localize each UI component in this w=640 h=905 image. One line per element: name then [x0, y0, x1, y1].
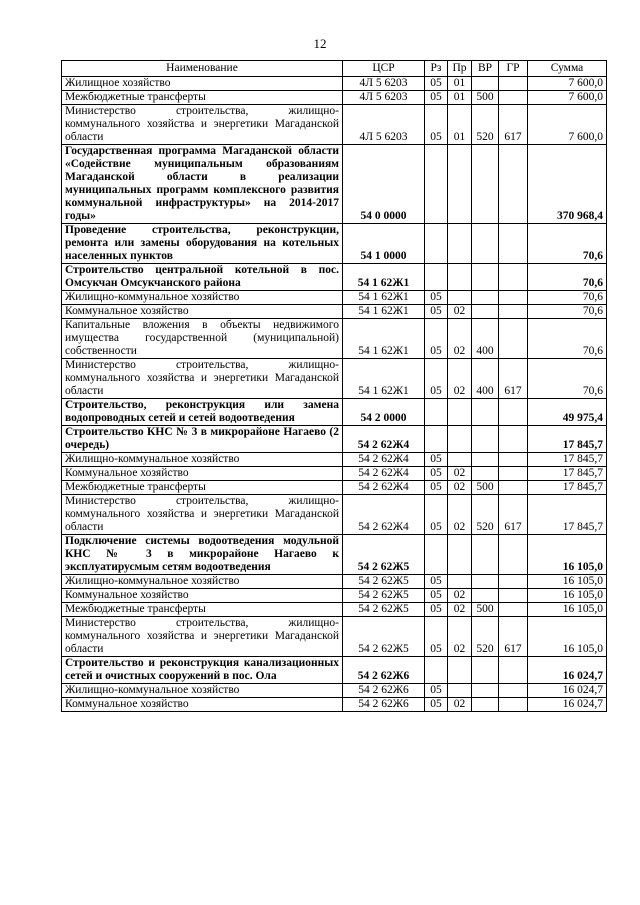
cell-csr: 54 1 62Ж1 [343, 359, 425, 399]
cell-csr: 54 2 62Ж4 [343, 426, 425, 453]
cell-gr [499, 77, 528, 91]
cell-name: Межбюджетные трансферты [62, 91, 343, 105]
cell-vr [472, 77, 499, 91]
cell-sum: 7 600,0 [528, 105, 607, 145]
cell-gr [499, 575, 528, 589]
cell-vr: 500 [472, 91, 499, 105]
cell-csr: 54 2 62Ж6 [343, 684, 425, 698]
cell-name: Коммунальное хозяйство [62, 698, 343, 712]
cell-rz: 05 [425, 589, 448, 603]
cell-sum: 70,6 [528, 305, 607, 319]
cell-vr [472, 467, 499, 481]
cell-rz: 05 [425, 91, 448, 105]
cell-vr [472, 426, 499, 453]
cell-gr [499, 399, 528, 426]
cell-name: Строительство и реконструкция канализационных сетей и очистных сооружений в пос. Ола [62, 657, 343, 684]
table-row [62, 105, 607, 145]
table-row [62, 495, 607, 535]
cell-pr: 02 [448, 319, 472, 359]
cell-sum: 17 845,7 [528, 481, 607, 495]
cell-name: Строительство КНС № 3 в микрорайоне Нагаево (2 очередь) [62, 426, 343, 453]
cell-sum: 70,6 [528, 224, 607, 264]
cell-vr: 500 [472, 603, 499, 617]
cell-rz [425, 399, 448, 426]
cell-pr [448, 453, 472, 467]
cell-vr [472, 399, 499, 426]
cell-sum: 16 105,0 [528, 575, 607, 589]
cell-name: Жилищно-коммунальное хозяйство [62, 453, 343, 467]
cell-vr [472, 305, 499, 319]
cell-pr: 02 [448, 698, 472, 712]
header-csr: ЦСР [343, 61, 425, 77]
table-row-program [62, 657, 607, 684]
cell-gr: 617 [499, 617, 528, 657]
cell-name: Жилищно-коммунальное хозяйство [62, 684, 343, 698]
cell-gr [499, 453, 528, 467]
table-row [62, 319, 607, 359]
table-row-program [62, 224, 607, 264]
cell-sum: 16 024,7 [528, 657, 607, 684]
cell-pr [448, 426, 472, 453]
cell-csr: 4Л 5 6203 [343, 105, 425, 145]
cell-vr [472, 224, 499, 264]
cell-csr: 54 1 62Ж1 [343, 264, 425, 291]
cell-sum: 70,6 [528, 264, 607, 291]
cell-gr [499, 481, 528, 495]
cell-pr: 02 [448, 617, 472, 657]
cell-pr: 02 [448, 603, 472, 617]
cell-vr [472, 698, 499, 712]
cell-gr [499, 698, 528, 712]
cell-rz: 05 [425, 319, 448, 359]
cell-sum: 17 845,7 [528, 495, 607, 535]
cell-rz [425, 224, 448, 264]
cell-name: Строительство, реконструкция или замена водопроводных сетей и сетей водоотведения [62, 399, 343, 426]
cell-rz: 05 [425, 575, 448, 589]
cell-csr: 4Л 5 6203 [343, 91, 425, 105]
cell-vr: 520 [472, 617, 499, 657]
table-row [62, 467, 607, 481]
cell-csr: 54 2 62Ж4 [343, 453, 425, 467]
table-header [62, 61, 607, 77]
table-row [62, 617, 607, 657]
cell-pr: 02 [448, 589, 472, 603]
cell-vr [472, 657, 499, 684]
cell-vr [472, 291, 499, 305]
cell-sum: 370 968,4 [528, 145, 607, 224]
cell-gr [499, 291, 528, 305]
cell-vr: 520 [472, 495, 499, 535]
cell-sum: 17 845,7 [528, 453, 607, 467]
cell-rz: 05 [425, 105, 448, 145]
cell-sum: 70,6 [528, 319, 607, 359]
cell-vr: 520 [472, 105, 499, 145]
cell-vr [472, 264, 499, 291]
cell-pr: 01 [448, 105, 472, 145]
cell-pr [448, 657, 472, 684]
cell-rz: 05 [425, 698, 448, 712]
cell-csr: 54 1 62Ж1 [343, 319, 425, 359]
page-number: 12 [313, 36, 327, 51]
cell-rz: 05 [425, 481, 448, 495]
cell-pr: 02 [448, 467, 472, 481]
cell-pr [448, 224, 472, 264]
table-row [62, 77, 607, 91]
cell-name: Межбюджетные трансферты [62, 481, 343, 495]
header-name: Наименование [62, 61, 343, 77]
cell-gr [499, 603, 528, 617]
cell-pr: 02 [448, 305, 472, 319]
table-body [62, 77, 607, 712]
cell-csr: 54 2 62Ж4 [343, 481, 425, 495]
cell-pr [448, 264, 472, 291]
cell-name: Коммунальное хозяйство [62, 589, 343, 603]
cell-gr: 617 [499, 105, 528, 145]
cell-gr [499, 589, 528, 603]
cell-sum: 16 105,0 [528, 617, 607, 657]
cell-gr: 617 [499, 495, 528, 535]
cell-rz [425, 535, 448, 575]
cell-pr [448, 291, 472, 305]
cell-csr: 54 1 62Ж1 [343, 291, 425, 305]
cell-gr [499, 535, 528, 575]
table-row [62, 359, 607, 399]
cell-name: Министерство строительства, жилищно-коммунального хозяйства и энергетики Магаданской области [62, 359, 343, 399]
cell-name: Строительство центральной котельной в пос. Омсукчан Омсукчанского района [62, 264, 343, 291]
cell-csr: 54 2 62Ж5 [343, 589, 425, 603]
cell-name: Жилищное хозяйство [62, 77, 343, 91]
header-rz: Рз [425, 61, 448, 77]
table-row [62, 305, 607, 319]
table-row-program [62, 535, 607, 575]
cell-pr: 01 [448, 77, 472, 91]
cell-sum: 7 600,0 [528, 91, 607, 105]
cell-rz [425, 657, 448, 684]
cell-sum: 7 600,0 [528, 77, 607, 91]
cell-sum: 17 845,7 [528, 426, 607, 453]
cell-name: Министерство строительства, жилищно-коммунального хозяйства и энергетики Магаданской области [62, 105, 343, 145]
table-row [62, 603, 607, 617]
cell-sum: 49 975,4 [528, 399, 607, 426]
cell-csr: 54 2 62Ж5 [343, 617, 425, 657]
cell-vr: 500 [472, 481, 499, 495]
table-row-program [62, 264, 607, 291]
table-row [62, 589, 607, 603]
cell-rz [425, 264, 448, 291]
cell-rz: 05 [425, 495, 448, 535]
cell-vr: 400 [472, 359, 499, 399]
cell-csr: 54 2 62Ж5 [343, 535, 425, 575]
cell-pr: 02 [448, 359, 472, 399]
cell-sum: 17 845,7 [528, 467, 607, 481]
cell-name: Коммунальное хозяйство [62, 305, 343, 319]
cell-name: Жилищно-коммунальное хозяйство [62, 575, 343, 589]
cell-pr [448, 684, 472, 698]
table-row-program [62, 426, 607, 453]
budget-table [61, 60, 607, 712]
table-row [62, 684, 607, 698]
cell-sum: 16 105,0 [528, 535, 607, 575]
cell-pr [448, 535, 472, 575]
header-pr: Пр [448, 61, 472, 77]
cell-gr [499, 224, 528, 264]
cell-pr: 01 [448, 91, 472, 105]
table-row [62, 698, 607, 712]
cell-csr: 54 2 62Ж6 [343, 698, 425, 712]
header-row [62, 61, 607, 77]
cell-rz: 05 [425, 603, 448, 617]
table-row-program [62, 145, 607, 224]
cell-name: Коммунальное хозяйство [62, 467, 343, 481]
cell-pr: 02 [448, 495, 472, 535]
table-row [62, 481, 607, 495]
cell-vr [472, 575, 499, 589]
cell-pr [448, 145, 472, 224]
table-row [62, 91, 607, 105]
cell-pr: 02 [448, 481, 472, 495]
cell-csr: 54 2 0000 [343, 399, 425, 426]
cell-csr: 4Л 5 6203 [343, 77, 425, 91]
cell-csr: 54 2 62Ж5 [343, 575, 425, 589]
cell-rz: 05 [425, 359, 448, 399]
cell-csr: 54 1 62Ж1 [343, 305, 425, 319]
cell-csr: 54 2 62Ж5 [343, 603, 425, 617]
table-row [62, 575, 607, 589]
cell-name: Государственная программа Магаданской области «Содействие муниципальным образованиям Магаданской области в реализации муниципальных программ комплексного развития коммунальной инфраструктуры» на 2014-2017 годы» [62, 145, 343, 224]
cell-csr: 54 2 62Ж4 [343, 467, 425, 481]
header-sum: Сумма [528, 61, 607, 77]
cell-name: Жилищно-коммунальное хозяйство [62, 291, 343, 305]
cell-rz: 05 [425, 684, 448, 698]
cell-gr [499, 657, 528, 684]
cell-vr [472, 535, 499, 575]
cell-gr [499, 684, 528, 698]
cell-name: Министерство строительства, жилищно-коммунального хозяйства и энергетики Магаданской области [62, 617, 343, 657]
table-row-program [62, 399, 607, 426]
cell-rz: 05 [425, 291, 448, 305]
header-vr: ВР [472, 61, 499, 77]
header-gr: ГР [499, 61, 528, 77]
cell-name: Межбюджетные трансферты [62, 603, 343, 617]
cell-csr: 54 2 62Ж4 [343, 495, 425, 535]
cell-sum: 70,6 [528, 359, 607, 399]
cell-gr [499, 467, 528, 481]
cell-name: Капитальные вложения в объекты недвижимого имущества государственной (муниципальной) собственности [62, 319, 343, 359]
cell-pr [448, 575, 472, 589]
cell-gr [499, 319, 528, 359]
cell-sum: 16 024,7 [528, 684, 607, 698]
cell-rz [425, 145, 448, 224]
cell-rz: 05 [425, 77, 448, 91]
cell-gr [499, 305, 528, 319]
cell-pr [448, 399, 472, 426]
cell-gr [499, 264, 528, 291]
cell-gr [499, 426, 528, 453]
cell-vr: 400 [472, 319, 499, 359]
cell-rz: 05 [425, 617, 448, 657]
table-row [62, 453, 607, 467]
cell-gr: 617 [499, 359, 528, 399]
cell-sum: 16 024,7 [528, 698, 607, 712]
cell-sum: 16 105,0 [528, 603, 607, 617]
table-row [62, 291, 607, 305]
cell-rz [425, 426, 448, 453]
cell-sum: 70,6 [528, 291, 607, 305]
cell-gr [499, 145, 528, 224]
cell-csr: 54 1 0000 [343, 224, 425, 264]
cell-sum: 16 105,0 [528, 589, 607, 603]
cell-vr [472, 453, 499, 467]
cell-rz: 05 [425, 305, 448, 319]
cell-vr [472, 684, 499, 698]
cell-csr: 54 2 62Ж6 [343, 657, 425, 684]
cell-rz: 05 [425, 453, 448, 467]
cell-gr [499, 91, 528, 105]
cell-vr [472, 589, 499, 603]
cell-name: Министерство строительства, жилищно-коммунального хозяйства и энергетики Магаданской области [62, 495, 343, 535]
cell-vr [472, 145, 499, 224]
cell-csr: 54 0 0000 [343, 145, 425, 224]
cell-rz: 05 [425, 467, 448, 481]
cell-name: Проведение строительства, реконструкции, ремонта или замены оборудования на котельных населенных пунктов [62, 224, 343, 264]
cell-name: Подключение системы водоотведения модульной КНС № 3 в микрорайоне Нагаево к эксплуатирусмым сетям водоотведения [62, 535, 343, 575]
